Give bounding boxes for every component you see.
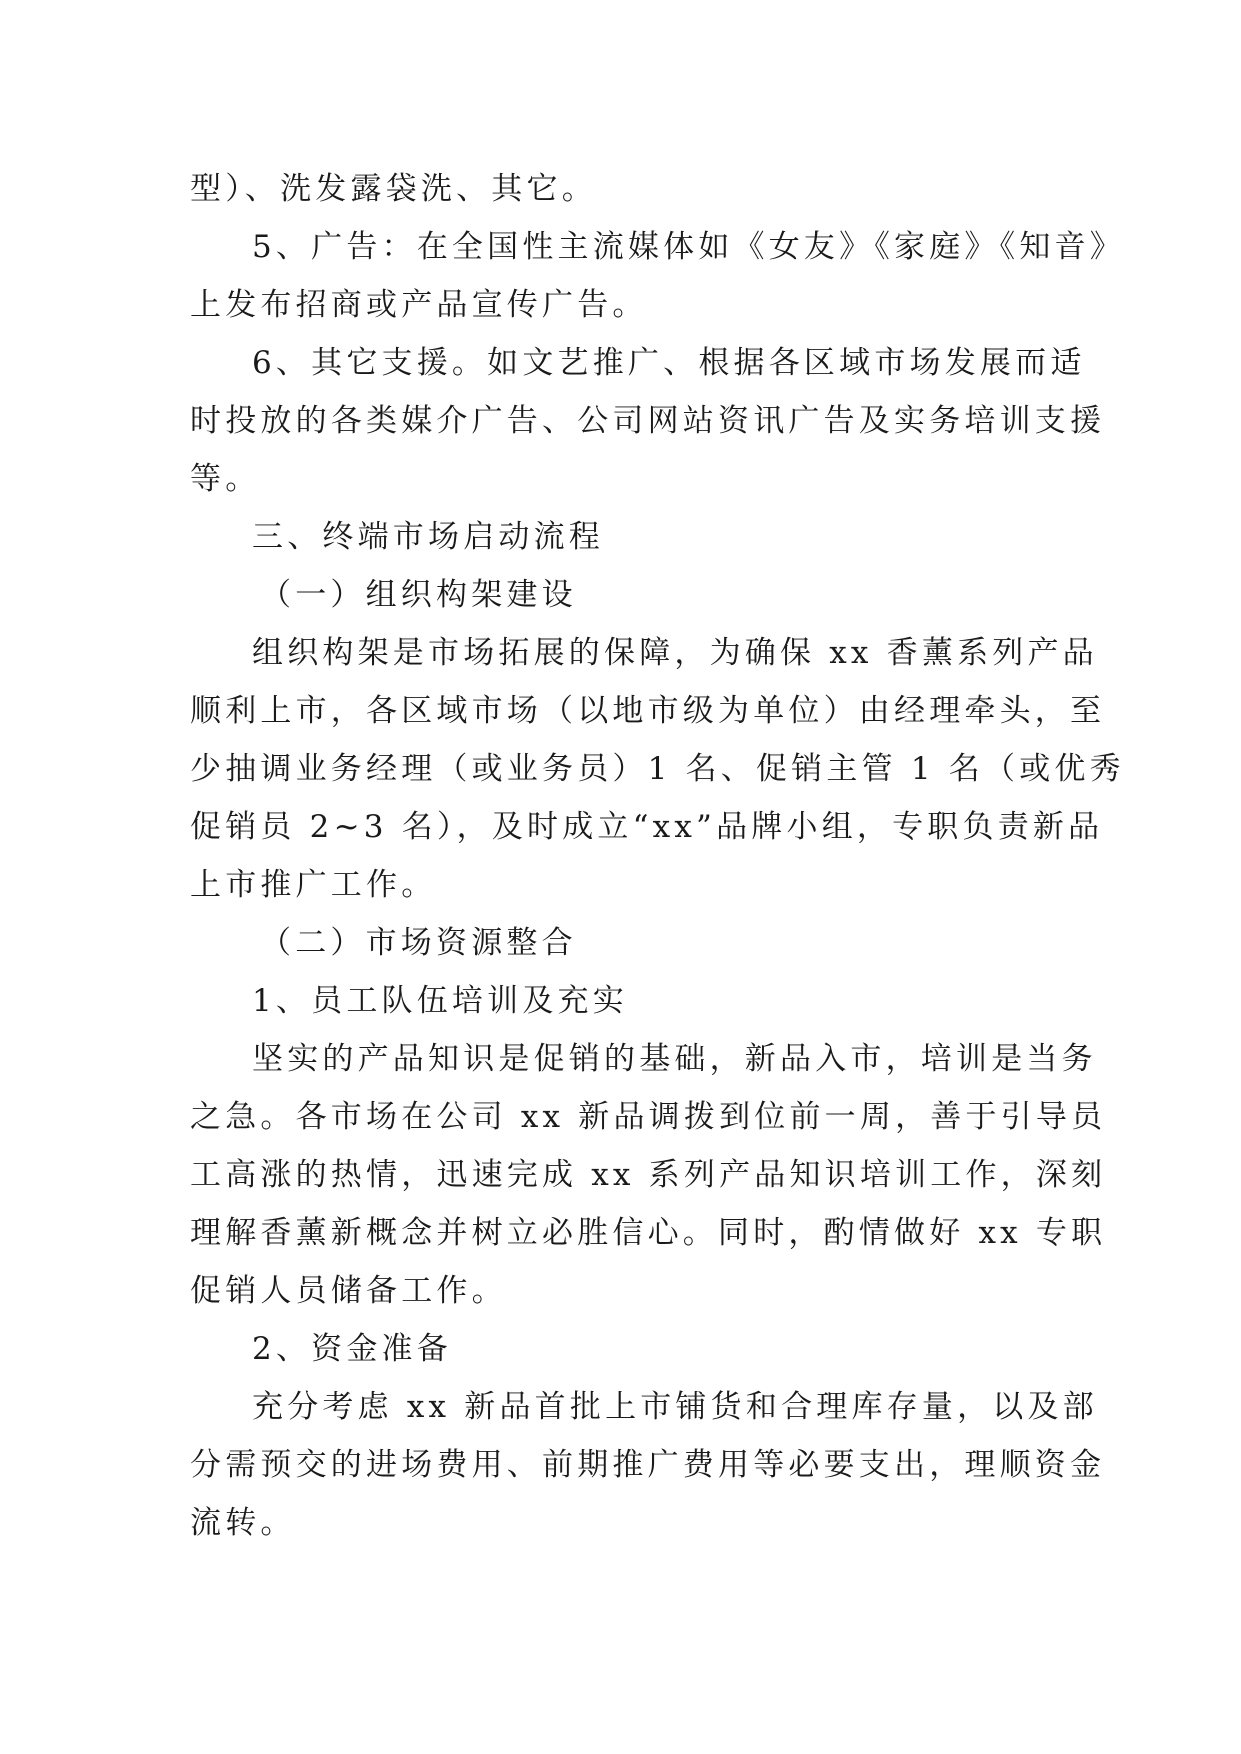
item-heading: 1、员工队伍培训及充实 xyxy=(252,983,628,1019)
text-line: 6、其它支援。如文艺推广、根据各区域市场发展而适 xyxy=(252,345,1086,381)
text-line: 5、广告：在全国性主流媒体如《女友》《家庭》《知音》 xyxy=(252,229,1125,265)
text-line: 理解香薰新概念并树立必胜信心。同时，酌情做好 xx 专职 xyxy=(190,1215,1107,1251)
text-line: 上市推广工作。 xyxy=(190,867,437,903)
text-line: 分需预交的进场费用、前期推广费用等必要支出，理顺资金 xyxy=(190,1447,1106,1483)
text-line: 顺利上市，各区域市场（以地市级为单位）由经理牵头，至 xyxy=(190,693,1106,729)
text-line: 上发布招商或产品宣传广告。 xyxy=(190,287,648,323)
text-line: 工高涨的热情，迅速完成 xx 系列产品知识培训工作，深刻 xyxy=(190,1157,1107,1193)
text-line: 组织构架是市场拓展的保障，为确保 xx 香薰系列产品 xyxy=(252,635,1098,671)
item-heading: 2、资金准备 xyxy=(252,1331,452,1367)
subsection-heading: （二）市场资源整合 xyxy=(260,925,577,961)
text-line: 型）、洗发露袋洗、其它。 xyxy=(190,171,597,207)
text-line: 之急。各市场在公司 xx 新品调拨到位前一周，善于引导员 xyxy=(190,1099,1107,1135)
subsection-heading: （一）组织构架建设 xyxy=(260,577,577,613)
text-line: 流转。 xyxy=(190,1505,296,1541)
text-line: 充分考虑 xx 新品首批上市铺货和合理库存量，以及部 xyxy=(252,1389,1098,1425)
text-line: 坚实的产品知识是促销的基础，新品入市，培训是当务 xyxy=(252,1041,1097,1077)
text-line: 促销员 2~3 名），及时成立“xx”品牌小组，专职负责新品 xyxy=(190,809,1104,845)
text-line: 时投放的各类媒介广告、公司网站资讯广告及实务培训支援 xyxy=(190,403,1106,439)
text-line: 等。 xyxy=(190,461,261,497)
document-page xyxy=(190,160,1125,1552)
section-heading: 三、终端市场启动流程 xyxy=(252,519,604,555)
text-line: 促销人员储备工作。 xyxy=(190,1273,507,1309)
text-line: 少抽调业务经理（或业务员）1 名、促销主管 1 名（或优秀 xyxy=(190,751,1125,787)
